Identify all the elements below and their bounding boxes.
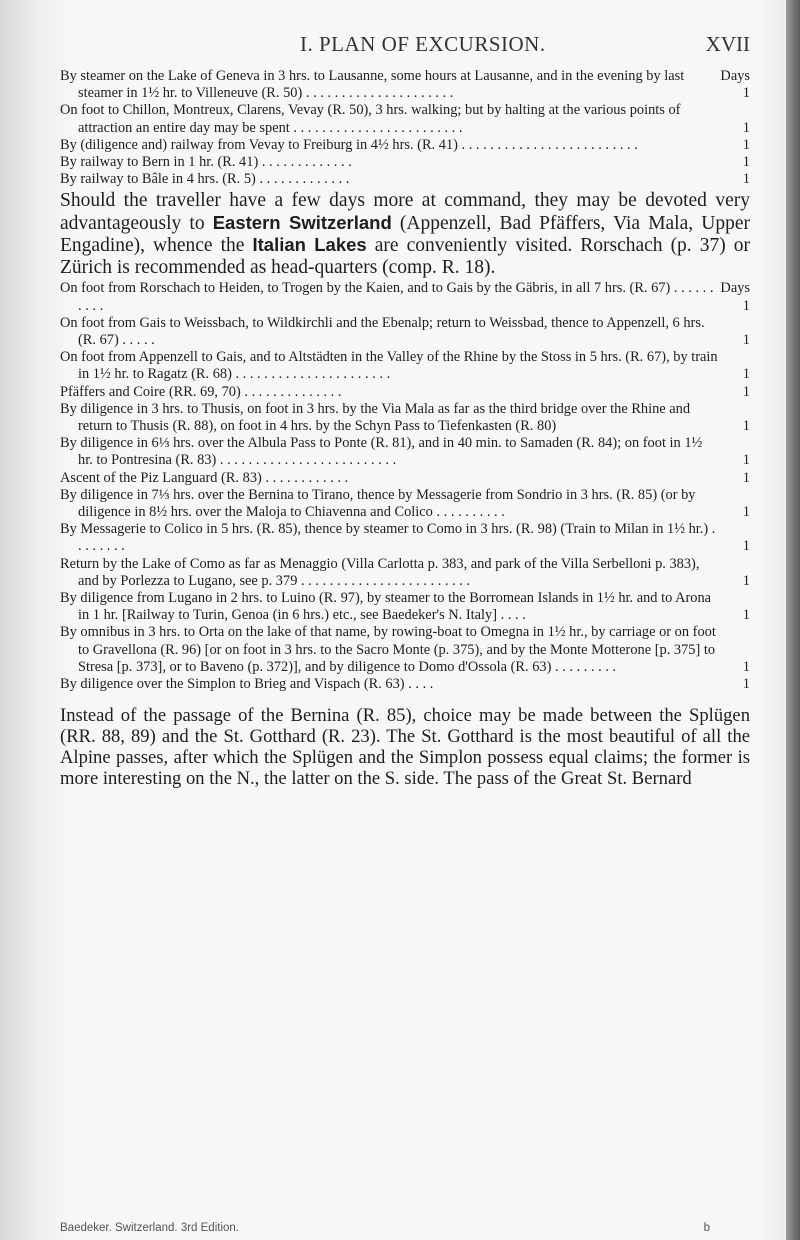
days-column-label: Days [720, 68, 750, 84]
page-header [60, 22, 750, 56]
itinerary-entry [60, 556, 750, 590]
itinerary-text: On foot from Appenzell to Gais, and to Altstädten in the Valley of the Rhine by the Stoss in 5 hrs. (R. 67), by train in 1½ hr. to Ragatz (R. 68) . . . . . . . . . . . . . . . . . . . . . . [60, 349, 718, 383]
itinerary-days: 1 [742, 418, 750, 435]
itinerary-text: By (diligence and) railway from Vevay to Freiburg in 4½ hrs. (R. 41) . . . . . . . . . . . . . . . . . . . . . . . . . [60, 136, 638, 153]
itinerary-text: By diligence in 7⅓ hrs. over the Bernina to Tirano, thence by Messagerie from Sondrio in 3 hrs. (R. 85) (or by diligence in 8½ hrs. over the Maloja to Chiavenna and Colico . . . . . . . . . . [60, 486, 696, 521]
itinerary-text: By diligence over the Simplon to Brieg and Vispach (R. 63) . . . . [60, 676, 434, 693]
page-edge [786, 0, 800, 1240]
page-body [60, 68, 750, 791]
itinerary-days: 1 [742, 297, 750, 314]
itinerary-days: 1 [742, 383, 750, 400]
itinerary-days: 1 [742, 85, 750, 102]
itinerary-days: 1 [742, 572, 750, 589]
days-column-label: Days [720, 280, 750, 297]
itinerary-text: Pfäffers and Coire (RR. 69, 70) . . . . . . . . . . . . . . [60, 383, 342, 400]
itinerary-days: 1 [742, 119, 750, 136]
itinerary-days: 1 [742, 538, 750, 555]
itinerary-text: By railway to Bern in 1 hr. (R. 41) . . . . . . . . . . . . . [60, 154, 352, 171]
paragraph-eastern-switzerland [60, 190, 750, 278]
itinerary-entry [60, 521, 750, 555]
itinerary-days: 1 [742, 469, 750, 486]
itinerary-list-bottom [60, 280, 750, 693]
itinerary-entry [60, 401, 750, 435]
itinerary-text: By diligence in 3 hrs. to Thusis, on foot in 3 hrs. by the Via Mala as far as the third bridge over the Rhine and return to Thusis (R. 88), on foot in 4 hrs. by the Schyn Pass to Tiefenkasten (R. 80) [60, 400, 691, 435]
itinerary-days: 1 [742, 136, 750, 153]
itinerary-text: By omnibus in 3 hrs. to Orta on the lake of that name, by rowing-boat to Omegna in 1½ hr., by carriage or on foot to Gravellona (R. 96) [or on foot in 3 hrs. to the Sacro Monte (p. 375), and by the Monte Motterone [p. 375] to Stresa [p. 373], or to Baveno (p. 372)], and by diligence to Domo d'Ossola (R. 63) . . . . . . . . . [60, 624, 716, 675]
itinerary-text: On foot from Gais to Weissbach, to Wildkirchli and the Ebenalp; return to Weissbad, thence to Appenzell, 6 hrs. (R. 67) . . . . . [60, 314, 705, 349]
chapter-title: I. PLAN OF EXCURSION. [300, 32, 546, 56]
itinerary-entry [60, 137, 750, 154]
itinerary-days: 1 [742, 676, 750, 693]
paragraph-text: are conveniently visited. Rorschach (p. 37) or Zürich is recommended as head-quarters (comp. R. 18). [60, 235, 750, 278]
itinerary-entry [60, 171, 750, 188]
itinerary-entry [60, 68, 750, 102]
paragraph-text: Should the traveller have a few days more at command, they may be devoted very advantageously to [60, 190, 750, 234]
itinerary-text: On foot from Rorschach to Heiden, to Trogen by the Kaien, and to Gais by the Gäbris, in all 7 hrs. (R. 67) . . . . . . . . . . [60, 280, 714, 314]
itinerary-days: 1 [742, 452, 750, 469]
footer-signature: b [703, 1222, 710, 1234]
itinerary-days: 1 [742, 154, 750, 171]
itinerary-days: 1 [742, 607, 750, 624]
itinerary-days: 1 [742, 504, 750, 521]
bold-term-eastern-switzerland: Eastern Switzerland [212, 211, 392, 233]
itinerary-entry [60, 590, 750, 624]
itinerary-entry [60, 384, 750, 401]
itinerary-entry [60, 349, 750, 383]
itinerary-entry [60, 487, 750, 521]
itinerary-text: On foot to Chillon, Montreux, Clarens, Vevay (R. 50), 3 hrs. walking; but by halting at the various points of attraction an entire day may be spent . . . . . . . . . . . . . . . . . . . . . . . . [60, 102, 681, 136]
itinerary-text: By diligence in 6⅓ hrs. over the Albula Pass to Ponte (R. 81), and in 40 min. to Samaden (R. 84); on foot in 1½ hr. to Pontresina (R. 83) . . . . . . . . . . . . . . . . . . . . . . . . . [60, 435, 703, 469]
paragraph-alpine-passes: Instead of the passage of the Bernina (R. 85), choice may be made between the Splügen (RR. 88, 89) and the St. Gotthard (R. 23). The St. Gotthard is the most beautiful of all the Alpine passes, after which the Splügen and the Simplon possess equal claims; the former is more interesting on the N., the latter on the S. side. The pass of the Great St. Bernard [60, 705, 750, 790]
itinerary-entry [60, 102, 750, 136]
itinerary-entry [60, 280, 750, 314]
itinerary-entry [60, 470, 750, 487]
itinerary-entry [60, 676, 750, 693]
itinerary-days: 1 [742, 366, 750, 383]
itinerary-text: By diligence from Lugano in 2 hrs. to Luino (R. 97), by steamer to the Borromean Islands in 1½ hr. and to Arona in 1 hr. [Railway to Turin, Genoa (in 6 hrs.) etc., see Baedeker's N. Italy] . . . . [60, 590, 712, 624]
itinerary-days: 1 [742, 171, 750, 188]
page-number: XVII [705, 32, 750, 56]
itinerary-text: By Messagerie to Colico in 5 hrs. (R. 85), thence by steamer to Como in 3 hrs. (R. 98) (Train to Milan in 1½ hr.) . . . . . . . . [60, 521, 716, 555]
paragraph-text: (Appenzell, Bad Pfäffers, Via Mala, Upper Engadine), whence the [60, 212, 750, 257]
itinerary-entry [60, 154, 750, 171]
bold-term-italian-lakes: Italian Lakes [252, 234, 367, 256]
itinerary-entry [60, 624, 750, 676]
itinerary-days: 1 [742, 332, 750, 349]
itinerary-text: Ascent of the Piz Languard (R. 83) . . . . . . . . . . . . [60, 469, 349, 486]
itinerary-entry [60, 435, 750, 469]
itinerary-text: By steamer on the Lake of Geneva in 3 hrs. to Lausanne, some hours at Lausanne, and in the evening by last steamer in 1½ hr. to Villeneuve (R. 50) . . . . . . . . . . . . . . . . . . . . . [60, 68, 685, 102]
itinerary-entry [60, 315, 750, 349]
page-footer [60, 1222, 750, 1234]
itinerary-days: 1 [742, 658, 750, 675]
itinerary-text: Return by the Lake of Como as far as Menaggio (Villa Carlotta p. 383, and park of the Villa Serbelloni p. 383), and by Porlezza to Lugano, see p. 379 . . . . . . . . . . . . . . . . . . . . . . . . [60, 555, 700, 589]
itinerary-text: By railway to Bâle in 4 hrs. (R. 5) . . . . . . . . . . . . . [60, 171, 350, 188]
footer-edition: Baedeker. Switzerland. 3rd Edition. [60, 1222, 239, 1234]
itinerary-list-top [60, 68, 750, 188]
